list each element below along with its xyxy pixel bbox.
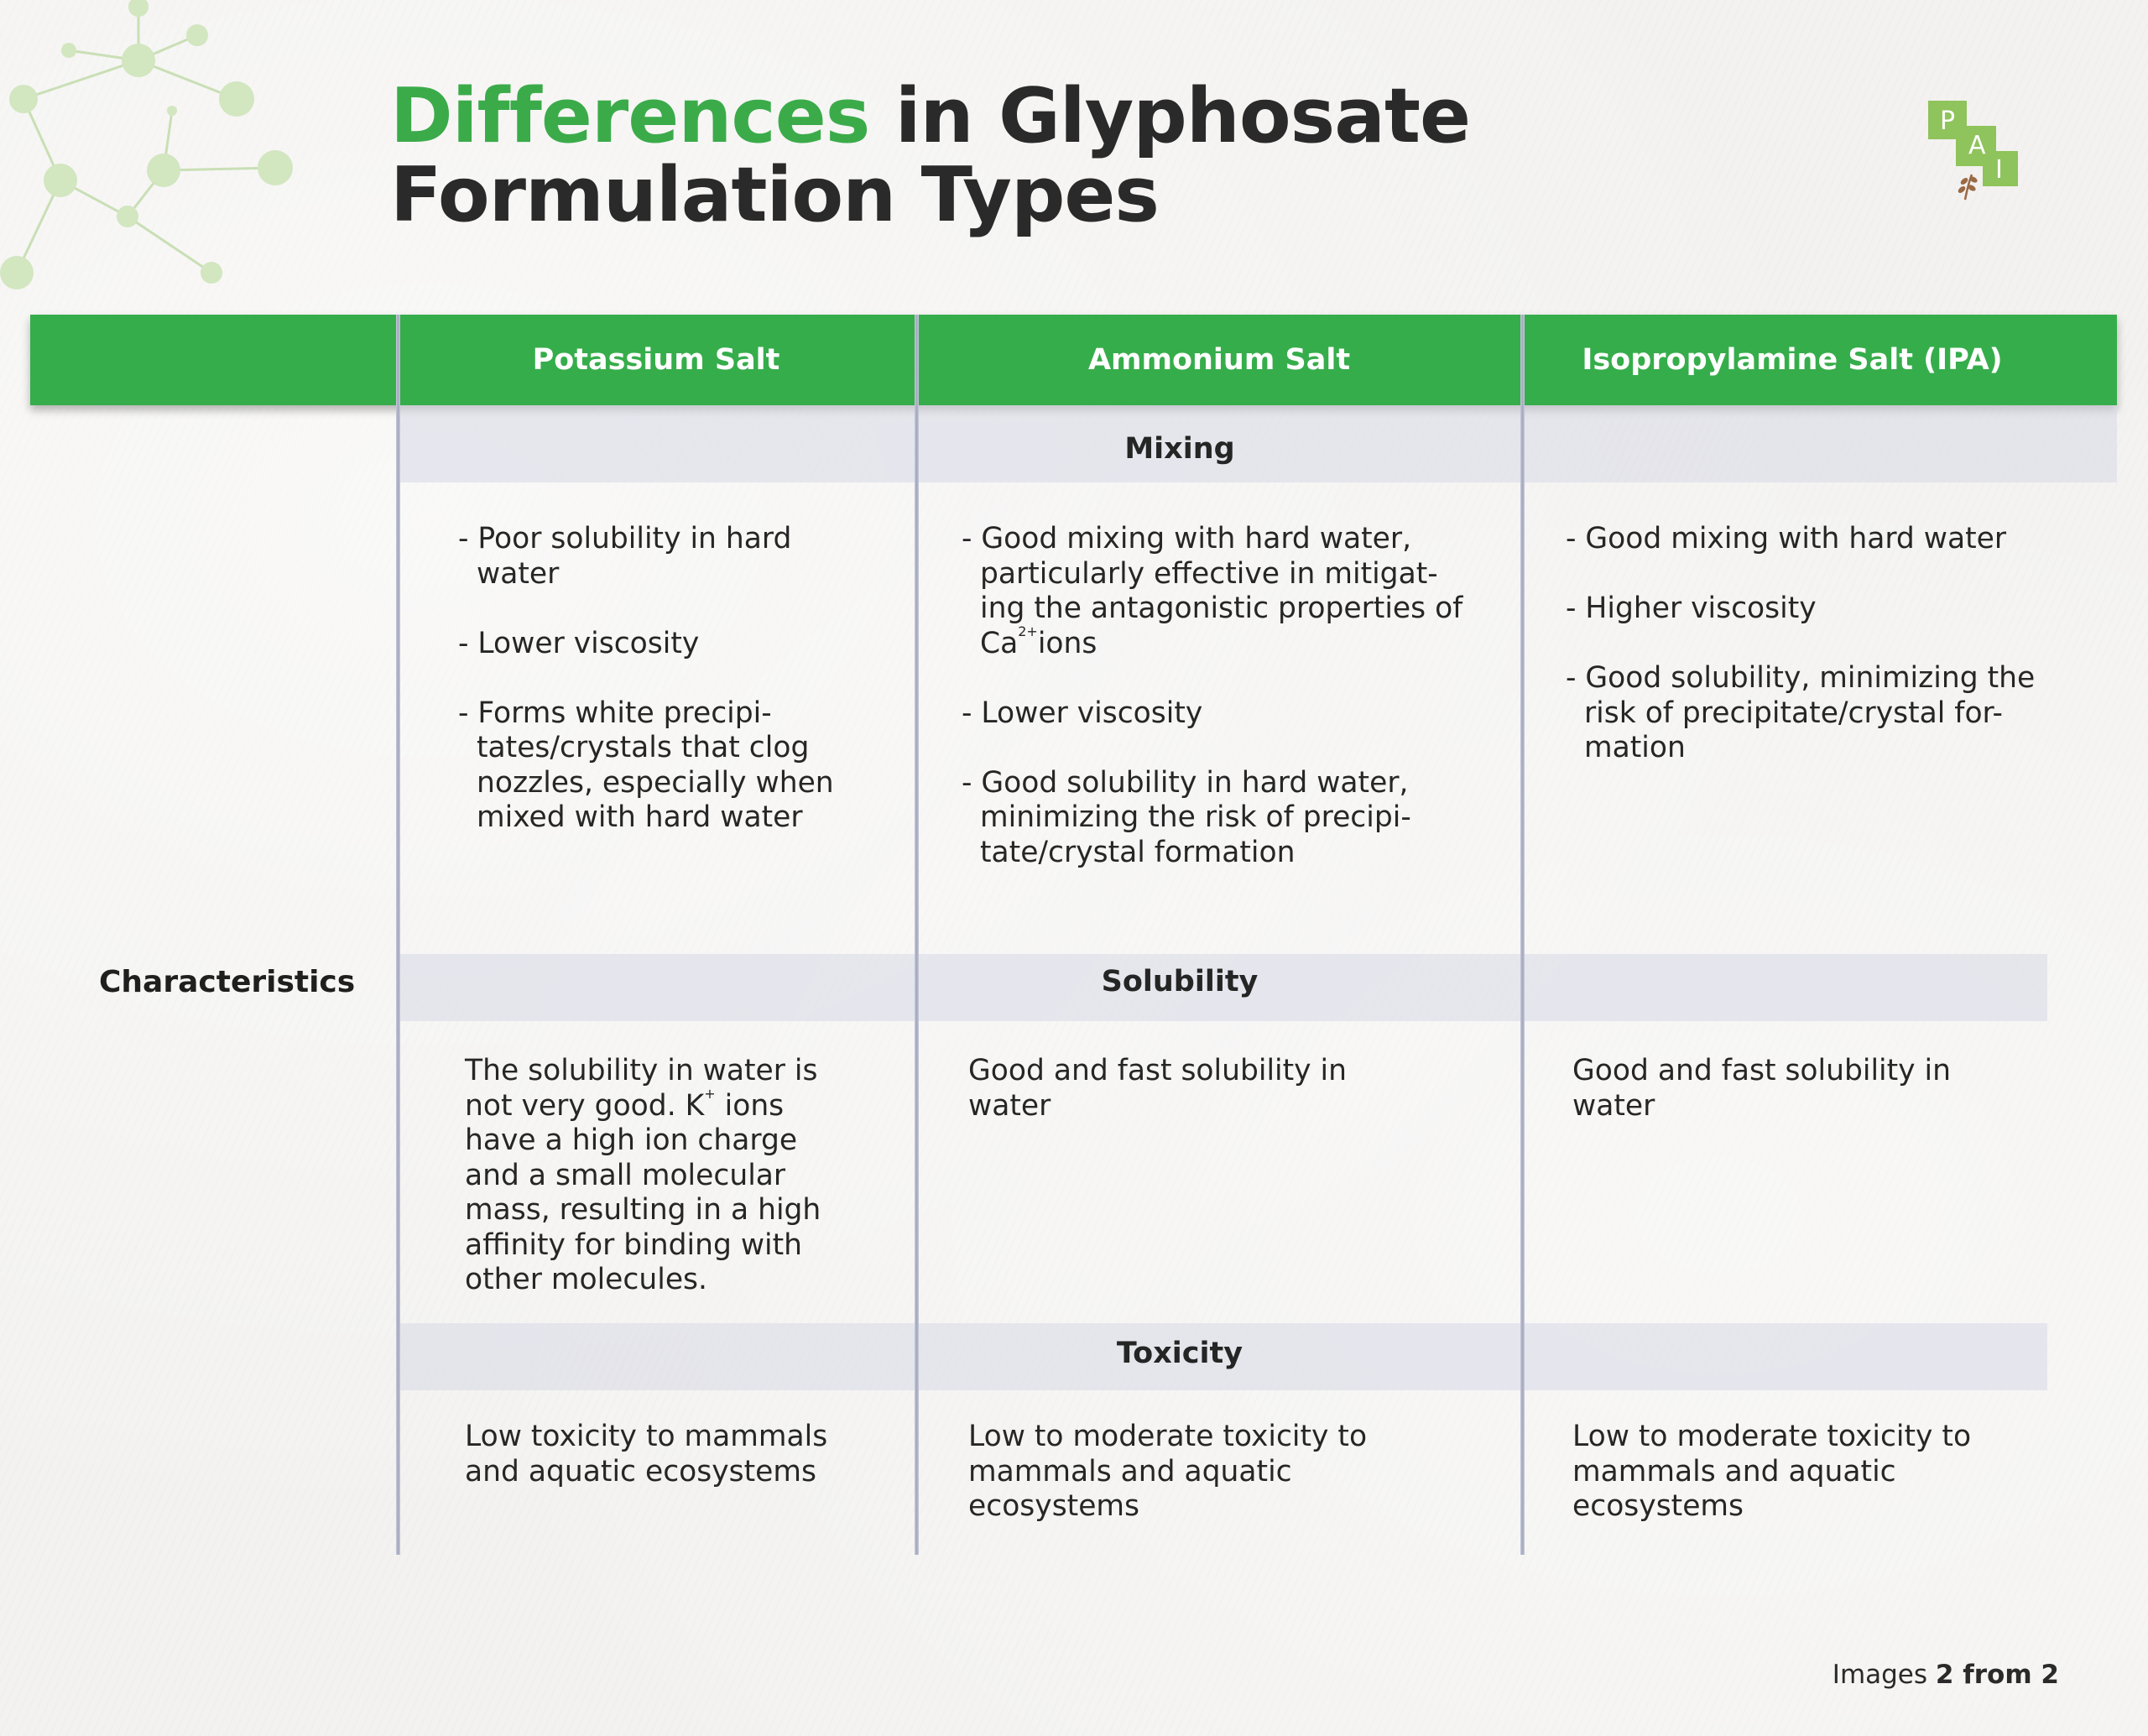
image-counter: Images 2 from 2 <box>1832 1660 2059 1690</box>
title-line2: Formulation Types <box>390 151 1160 239</box>
superscript: + <box>704 1085 716 1102</box>
pai-logo <box>1928 101 2046 210</box>
cell-solubility-ammonium: Good and fast solubility in water <box>968 1054 1347 1123</box>
list-item: - Higher viscosity <box>1566 592 2061 627</box>
row-label-characteristics: Characteristics <box>99 965 356 999</box>
section-title-solubility: Solubility <box>1101 965 1259 998</box>
list-item: - Good solubility in hard water, minimizing the risk of precipi-tate/crystal formation <box>962 766 1465 871</box>
page-title <box>390 72 1649 239</box>
cell-toxicity-ipa: Low to moderate toxicity to mammals and aquatic ecosystems <box>1572 1420 1972 1523</box>
list-item: - Good mixing with hard water, particularly effective in mitigat-ing the antagonistic properties of $Ca^{2+}ions$ <box>962 522 1465 661</box>
cell-solubility-potassium: The solubility in water is not very good. K+ ions have a high ion charge and a small molecular mass, resulting in a high affinity for binding with other molecules. <box>465 1054 821 1296</box>
molecule-decoration <box>0 0 302 302</box>
list-item: - Poor solubility in hard water <box>458 522 852 592</box>
logo-letter-a: A <box>1968 131 1986 160</box>
leaf-icon <box>1957 175 1979 200</box>
column-header-ipa: Isopropylamine Salt (IPA) <box>1582 343 2003 377</box>
column-header-ammonium: Ammonium Salt <box>1087 343 1351 377</box>
logo-letter-p: P <box>1940 107 1956 136</box>
cell-mixing-ammonium <box>962 522 1465 905</box>
title-rest: in Glyphosate <box>869 72 1471 160</box>
logo-letter-i: I <box>1995 155 2003 185</box>
list-item: - Good solubility, minimizing the risk of precipitate/crystal for-mation <box>1566 661 2061 766</box>
section-title-mixing: Mixing <box>1124 432 1235 466</box>
cell-mixing-potassium <box>458 522 852 870</box>
title-accent: Differences <box>390 72 870 160</box>
cell-solubility-ipa: Good and fast solubility in water <box>1572 1054 1951 1123</box>
cell-mixing-ipa <box>1566 522 2061 800</box>
cell-toxicity-potassium: Low toxicity to mammals and aquatic ecosystems <box>465 1420 828 1488</box>
column-header-potassium: Potassium Salt <box>532 343 780 377</box>
cell-toxicity-ammonium: Low to moderate toxicity to mammals and aquatic ecosystems <box>968 1420 1368 1523</box>
list-item: - Lower viscosity <box>458 627 852 662</box>
list-item: - Lower viscosity <box>962 696 1465 732</box>
list-item: - Good mixing with hard water <box>1566 522 2061 557</box>
list-item: - Forms white precipi-tates/crystals that clog nozzles, especially when mixed with hard water <box>458 696 852 836</box>
superscript: 2+ <box>1018 623 1038 639</box>
section-title-toxicity: Toxicity <box>1116 1337 1243 1370</box>
